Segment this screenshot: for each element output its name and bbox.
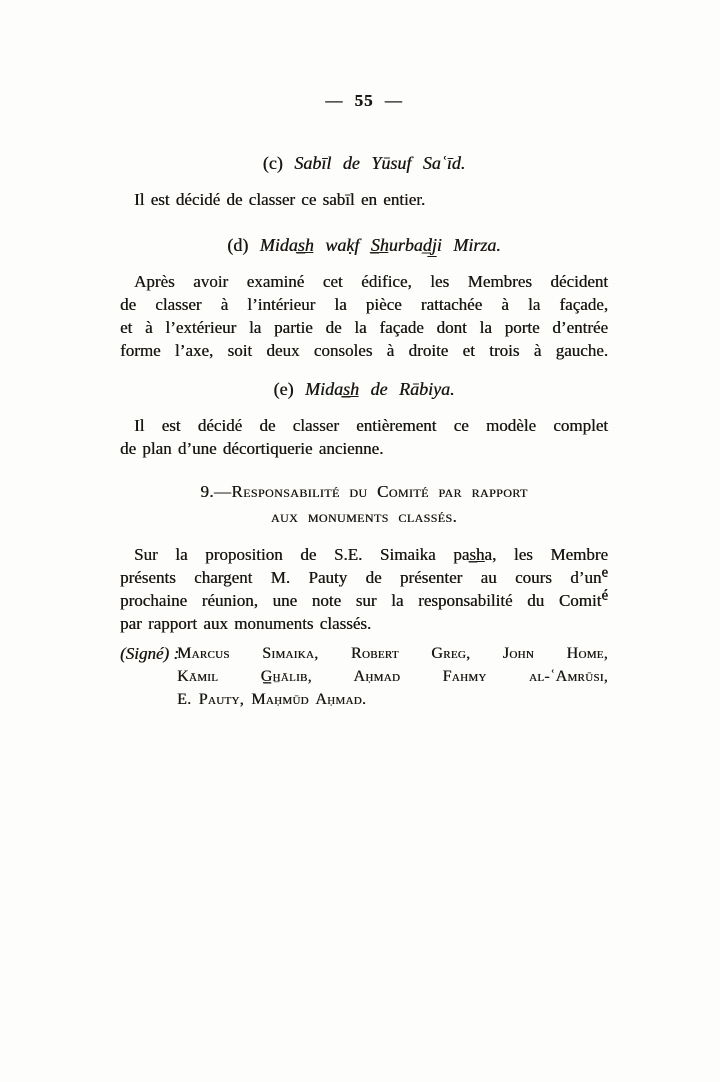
section-e-paragraph	[120, 414, 608, 460]
paragraph-line: forme l’axe, soit deux consoles à droite et trois à gauche.	[120, 341, 608, 360]
signature-label: (Signé) :	[120, 644, 180, 663]
paragraph-line: et à l’extérieur la partie de la façade dont la porte d’entrée	[120, 318, 608, 337]
section-d-label: (d)	[227, 235, 249, 255]
section-d-heading	[120, 233, 608, 257]
paragraph-line: de classer à l’intérieur la pièce rattachée à la façade,	[120, 295, 608, 314]
section-e-title: Midas̲h̲ de Rābiya.	[305, 379, 455, 399]
section-c-paragraph	[120, 188, 608, 211]
line-text: Sur la proposition de S.E. Simaika pas̲h̲a, les Membre	[134, 545, 608, 564]
line-text: présents chargent M. Pauty de présenter au cours d’un	[120, 568, 602, 587]
line-text: prochaine réunion, une note sur la responsabilité du Comit	[120, 591, 602, 610]
section-c-title: Sabīl de Yūsuf Saʿīd.	[294, 153, 466, 173]
page-content	[120, 0, 608, 711]
signature-names	[177, 642, 608, 711]
section-9-heading-line1: 9.—Responsabilité du Comité par rapport	[200, 482, 528, 501]
section-9-heading	[120, 479, 608, 529]
page-number: — 55 —	[325, 91, 403, 110]
signature-line: E. Pauty, Maḥmūd Aḥmad.	[177, 691, 367, 708]
paragraph-line: Après avoir examiné cet édifice, les Membres décident	[134, 272, 608, 291]
section-d-title: Midas̲h̲ waḳf S̲h̲urbad̲j̲i Mirza.	[259, 235, 501, 255]
paragraph-line: Il est décidé de classer entièrement ce modèle complet	[134, 416, 608, 435]
section-d-paragraph	[120, 270, 608, 362]
paragraph-line	[120, 566, 608, 589]
section-e-heading	[120, 377, 608, 401]
section-c-heading	[120, 151, 608, 175]
paragraph-line: Il est décidé de classer ce sabīl en entier.	[134, 190, 426, 209]
raised-letter: é	[601, 587, 608, 604]
line-text: par rapport aux monuments classés.	[120, 614, 372, 633]
raised-letter: e	[601, 564, 608, 581]
paragraph-line	[120, 589, 608, 612]
section-9-heading-line2: aux monuments classés.	[270, 507, 458, 526]
signature-line: Marcus Simaika, Robert Greg, John Home,	[177, 645, 608, 662]
signature-block	[120, 642, 608, 711]
section-e-label: (e)	[273, 379, 294, 399]
paragraph-line	[120, 543, 608, 566]
section-9-paragraph	[120, 543, 608, 635]
signature-line: Kāmil G̲h̲ālib, Aḥmad Fahmy al-ʿAmrūsi,	[177, 668, 608, 685]
paragraph-line	[120, 612, 608, 635]
section-c-label: (c)	[262, 153, 283, 173]
paragraph-line: de plan d’une décortiquerie ancienne.	[120, 439, 384, 458]
